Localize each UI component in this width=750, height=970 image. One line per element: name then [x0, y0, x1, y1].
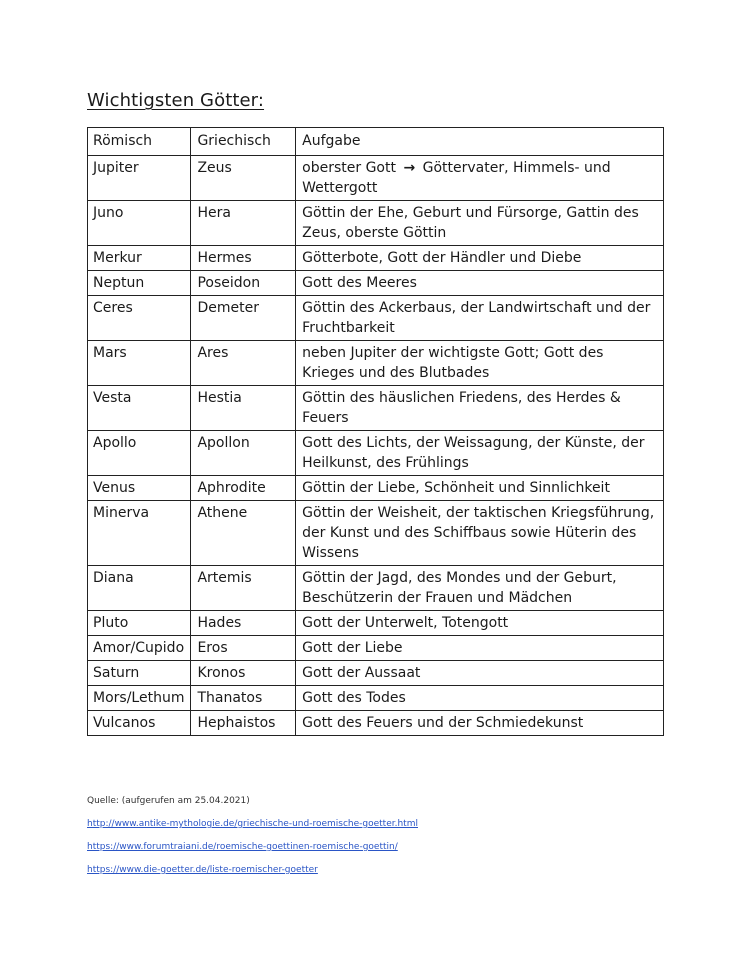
cell-task: [296, 156, 664, 201]
cell-task: Gott der Unterwelt, Totengott: [296, 611, 664, 636]
source-link[interactable]: http://www.antike-mythologie.de/griechische-und-roemische-goetter.html: [87, 819, 418, 829]
table-row: [88, 246, 664, 271]
cell-greek: Hera: [191, 201, 296, 246]
cell-task: Gott des Lichts, der Weissagung, der Künste, der Heilkunst, des Frühlings: [296, 431, 664, 476]
table-row: [88, 476, 664, 501]
gods-table: [87, 127, 664, 736]
cell-task: Göttin der Weisheit, der taktischen Kriegsführung, der Kunst und des Schiffbaus sowie Hüterin des Wissens: [296, 501, 664, 566]
task-text: oberster Gott: [302, 160, 396, 176]
table-row: [88, 661, 664, 686]
cell-roman: Amor/Cupido: [88, 636, 191, 661]
sources-label: Quelle: (aufgerufen am 25.04.2021): [87, 796, 250, 806]
cell-greek: Apollon: [191, 431, 296, 476]
table-row: [88, 386, 664, 431]
header-task: Aufgabe: [296, 128, 664, 156]
cell-roman: Neptun: [88, 271, 191, 296]
table-header-row: [88, 128, 664, 156]
cell-roman: Minerva: [88, 501, 191, 566]
cell-greek: Hades: [191, 611, 296, 636]
cell-task: Gott des Todes: [296, 686, 664, 711]
cell-task: Gott des Feuers und der Schmiedekunst: [296, 711, 664, 736]
cell-roman: Ceres: [88, 296, 191, 341]
cell-greek: Hephaistos: [191, 711, 296, 736]
table-row: [88, 156, 664, 201]
task-text: Göttervater, Himmels- und Wettergott: [302, 160, 611, 196]
table-row: [88, 611, 664, 636]
cell-task: Göttin des häuslichen Friedens, des Herdes & Feuers: [296, 386, 664, 431]
cell-roman: Apollo: [88, 431, 191, 476]
table-row: [88, 341, 664, 386]
cell-greek: Thanatos: [191, 686, 296, 711]
cell-task: Göttin der Ehe, Geburt und Fürsorge, Gattin des Zeus, oberste Göttin: [296, 201, 664, 246]
table-row: [88, 566, 664, 611]
cell-task: neben Jupiter der wichtigste Gott; Gott des Krieges und des Blutbades: [296, 341, 664, 386]
cell-task: Gott des Meeres: [296, 271, 664, 296]
table-row: [88, 501, 664, 566]
arrow-right-icon: →: [403, 160, 416, 176]
table-row: [88, 201, 664, 246]
cell-greek: Zeus: [191, 156, 296, 201]
cell-greek: Artemis: [191, 566, 296, 611]
table-row: [88, 431, 664, 476]
header-roman: Römisch: [88, 128, 191, 156]
header-greek: Griechisch: [191, 128, 296, 156]
cell-roman: Juno: [88, 201, 191, 246]
cell-greek: Eros: [191, 636, 296, 661]
cell-task: Gott der Aussaat: [296, 661, 664, 686]
table-row: [88, 686, 664, 711]
table-row: [88, 711, 664, 736]
cell-roman: Jupiter: [88, 156, 191, 201]
cell-greek: Ares: [191, 341, 296, 386]
cell-greek: Poseidon: [191, 271, 296, 296]
cell-greek: Hermes: [191, 246, 296, 271]
cell-roman: Vesta: [88, 386, 191, 431]
cell-greek: Kronos: [191, 661, 296, 686]
cell-greek: Aphrodite: [191, 476, 296, 501]
page-title: Wichtigsten Götter:: [87, 90, 265, 111]
cell-task: Gott der Liebe: [296, 636, 664, 661]
cell-roman: Diana: [88, 566, 191, 611]
cell-greek: Hestia: [191, 386, 296, 431]
source-link[interactable]: https://www.die-goetter.de/liste-roemischer-goetter: [87, 865, 318, 875]
cell-task: Götterbote, Gott der Händler und Diebe: [296, 246, 664, 271]
cell-roman: Saturn: [88, 661, 191, 686]
cell-task: Göttin des Ackerbaus, der Landwirtschaft und der Fruchtbarkeit: [296, 296, 664, 341]
table-row: [88, 271, 664, 296]
table-row: [88, 296, 664, 341]
cell-roman: Pluto: [88, 611, 191, 636]
source-link[interactable]: https://www.forumtraiani.de/roemische-goettinen-roemische-goettin/: [87, 842, 398, 852]
sources-section: [87, 795, 418, 887]
cell-roman: Venus: [88, 476, 191, 501]
cell-task: Göttin der Jagd, des Mondes und der Geburt, Beschützerin der Frauen und Mädchen: [296, 566, 664, 611]
cell-greek: Athene: [191, 501, 296, 566]
cell-roman: Mors/Lethum: [88, 686, 191, 711]
cell-roman: Mars: [88, 341, 191, 386]
cell-roman: Merkur: [88, 246, 191, 271]
table-row: [88, 636, 664, 661]
cell-roman: Vulcanos: [88, 711, 191, 736]
cell-greek: Demeter: [191, 296, 296, 341]
cell-task: Göttin der Liebe, Schönheit und Sinnlichkeit: [296, 476, 664, 501]
